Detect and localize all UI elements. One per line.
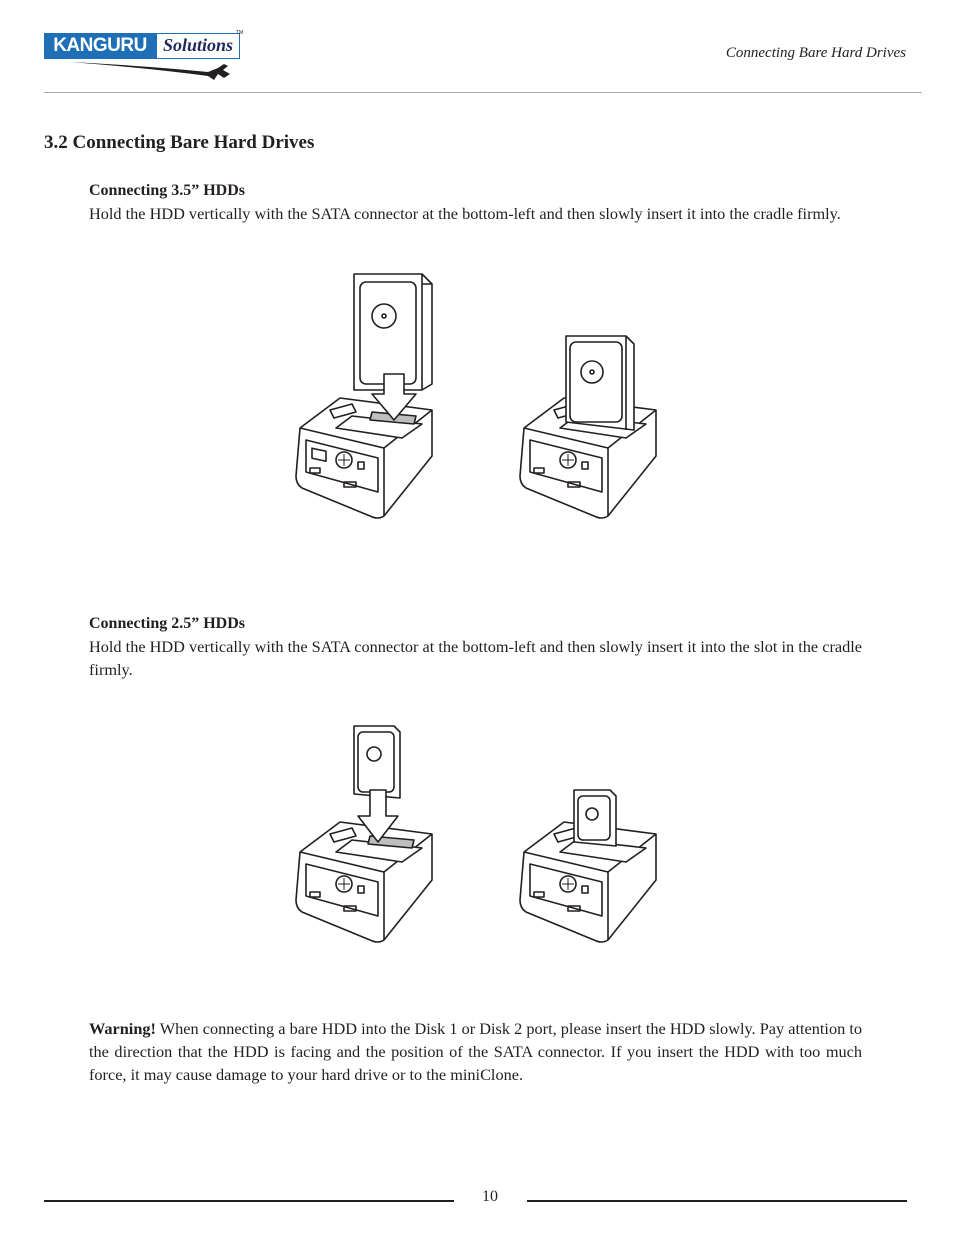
warning-paragraph — [89, 1017, 862, 1086]
footer-rule-left — [44, 1200, 454, 1202]
logo-brand: KANGURU — [44, 33, 156, 59]
block-25-hdd — [89, 612, 862, 681]
block-body: Hold the HDD vertically with the SATA connector at the bottom-left and then slowly insert it into the slot in the cradle firmly. — [89, 637, 862, 679]
logo-script: Solutions — [156, 33, 240, 59]
block-35-hdd — [89, 179, 862, 225]
warning-note — [89, 1017, 862, 1086]
kanguru-logo — [44, 30, 242, 86]
header-rule — [44, 92, 922, 93]
block-heading: Connecting 3.5” HDDs — [89, 182, 246, 199]
docking-station-illustration-inserted — [520, 336, 656, 518]
hdd-25-illustration — [354, 726, 400, 798]
section-title: 3.2 Connecting Bare Hard Drives — [44, 132, 315, 153]
docking-station-illustration-inserted — [520, 790, 656, 942]
footer-rule-right — [527, 1200, 907, 1202]
figure-25-hdd-insertion — [292, 720, 662, 946]
kangaroo-swoosh-icon — [68, 58, 238, 84]
warning-text: When connecting a bare HDD into the Disk 1 or Disk 2 port, please insert the HDD slowly. Pay attention to the direction that the HDD is facing and the position of the SATA connector. If you insert the HDD with too much force, it may cause damage to your hard drive or to the miniClone. — [89, 1019, 862, 1084]
block-body: Hold the HDD vertically with the SATA connector at the bottom-left and then slowly insert it into the cradle firmly. — [89, 204, 841, 223]
block-heading: Connecting 2.5” HDDs — [89, 615, 246, 632]
warning-label: Warning! — [89, 1019, 156, 1038]
docking-station-illustration — [296, 822, 432, 942]
figure-35-hdd-insertion — [292, 266, 662, 522]
hdd-35-illustration — [354, 274, 432, 390]
docking-station-illustration — [296, 398, 432, 518]
page-number: 10 — [482, 1188, 498, 1205]
logo-trademark: TM — [236, 30, 244, 36]
running-header-title: Connecting Bare Hard Drives — [725, 45, 906, 61]
